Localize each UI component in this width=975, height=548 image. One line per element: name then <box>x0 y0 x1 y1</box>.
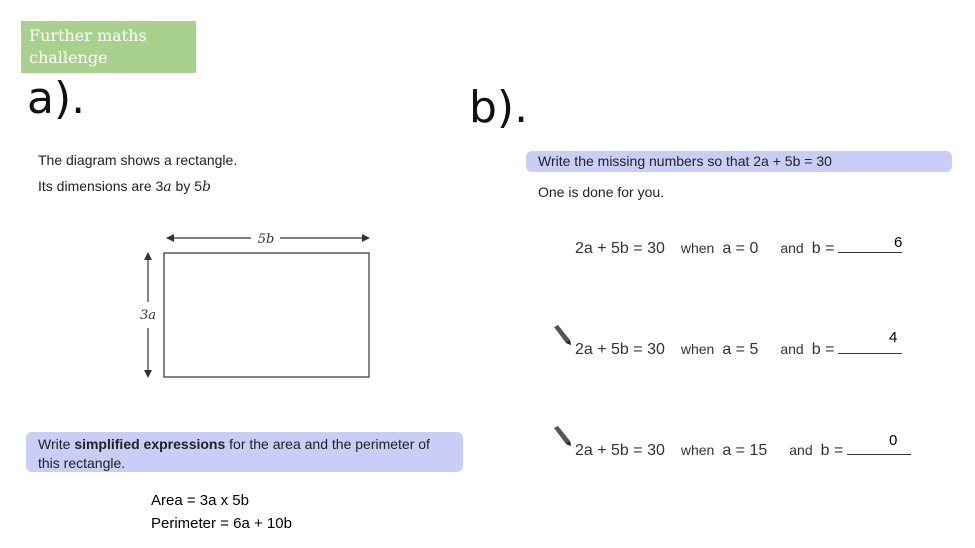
width-arrow-left-head <box>166 234 174 242</box>
when-word: when <box>680 442 715 458</box>
width-label: 5b <box>257 232 275 247</box>
answer-area: Area = 3a x 5b <box>151 492 249 509</box>
dimensions-mid: by 5 <box>171 178 203 194</box>
and-word: and <box>780 240 804 256</box>
a-value: a = 15 <box>722 442 768 459</box>
part-b-subtext: One is done for you. <box>538 184 665 200</box>
a-value: a = 5 <box>722 341 759 358</box>
pencil-icon <box>551 325 573 347</box>
instruction-bold: simplified expressions <box>74 436 226 452</box>
answer-row-2: 4 <box>889 329 898 346</box>
instruction-pre: Write <box>38 436 75 452</box>
b-label: b = <box>820 442 844 459</box>
b-label: b = <box>811 240 835 257</box>
rectangle-diagram <box>120 225 390 385</box>
equation-row-3 <box>575 440 911 460</box>
badge-line2: challenge <box>29 48 108 67</box>
answer-blank[interactable] <box>847 440 911 455</box>
instruction-line2: this rectangle. <box>38 455 126 471</box>
part-b-header: Write the missing numbers so that 2a + 5b = 30 <box>526 151 952 172</box>
width-arrow-right-head <box>362 234 370 242</box>
answer-row-3: 0 <box>889 432 898 449</box>
when-word: when <box>680 240 715 256</box>
and-word: and <box>780 341 804 357</box>
instruction-band <box>26 432 463 472</box>
badge-line1: Further maths <box>29 26 147 45</box>
height-label: 3a <box>139 308 157 323</box>
height-arrow-bottom-head <box>144 370 152 378</box>
equation-row-1 <box>575 238 902 258</box>
part-a-label: a). <box>27 73 86 124</box>
equation-text: 2a + 5b = 30 <box>575 442 665 459</box>
dimensions-text <box>38 178 211 195</box>
answer-perimeter: Perimeter = 6a + 10b <box>151 515 292 532</box>
answer-row-1: 6 <box>894 234 903 251</box>
when-word: when <box>680 341 715 357</box>
and-word: and <box>789 442 813 458</box>
dimensions-var-b: b <box>202 179 211 195</box>
equation-text: 2a + 5b = 30 <box>575 341 665 358</box>
a-value: a = 0 <box>722 240 759 257</box>
equation-text: 2a + 5b = 30 <box>575 240 665 257</box>
instruction-line1 <box>38 435 463 454</box>
height-arrow-top-head <box>144 252 152 260</box>
diagram-description: The diagram shows a rectangle. <box>38 152 238 168</box>
equation-row-2 <box>575 339 902 359</box>
b-label: b = <box>811 341 835 358</box>
answer-blank[interactable] <box>838 238 902 253</box>
dimensions-var-a: a <box>163 179 172 195</box>
part-b-label: b). <box>469 82 529 133</box>
instruction-post: for the area and the perimeter of <box>225 436 430 452</box>
pencil-icon <box>551 426 573 448</box>
further-maths-badge <box>21 21 196 73</box>
dimensions-prefix: Its dimensions are 3 <box>38 178 164 194</box>
part-a-answers <box>151 489 292 535</box>
rectangle-shape <box>164 253 369 377</box>
